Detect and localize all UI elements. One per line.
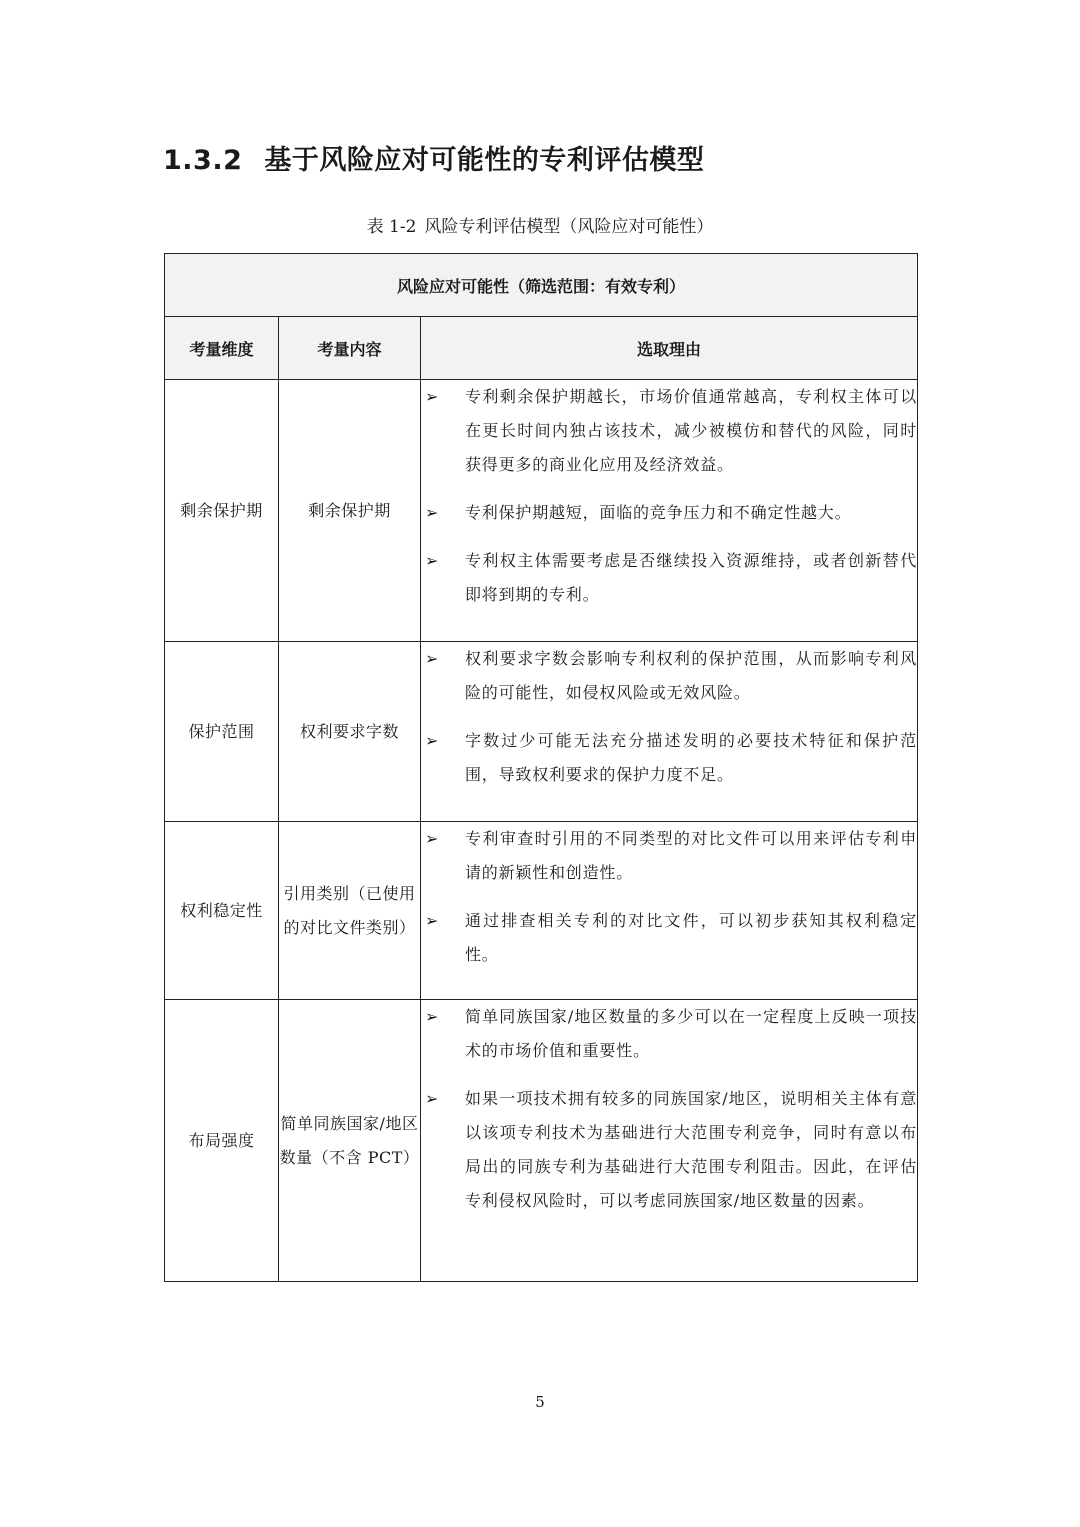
content-cell: 简单同族国家/地区数量（不含 PCT） xyxy=(279,1000,421,1282)
reason-item xyxy=(421,544,917,612)
arrow-bullet-icon: ➢ xyxy=(425,1007,439,1026)
reasons-cell xyxy=(421,1000,918,1282)
header-reason: 选取理由 xyxy=(421,317,918,380)
table-row xyxy=(165,1000,918,1282)
reason-text: 如果一项技术拥有较多的同族国家/地区，说明相关主体有意以该项专利技术为基础进行大范围专利竞争，同时有意以布局出的同族专利为基础进行大范围专利阻击。因此，在评估专利侵权风险时，可以考虑同族国家/地区数量的因素。 xyxy=(465,1089,918,1210)
table-title: 风险应对可能性（筛选范围：有效专利） xyxy=(165,254,918,317)
arrow-bullet-icon: ➢ xyxy=(425,1089,439,1108)
table-row xyxy=(165,642,918,822)
reason-text: 专利权主体需要考虑是否继续投入资源维持，或者创新替代即将到期的专利。 xyxy=(465,551,918,604)
reason-item xyxy=(421,380,917,482)
reason-text: 权利要求字数会影响专利权利的保护范围，从而影响专利风险的可能性，如侵权风险或无效风险。 xyxy=(465,649,918,702)
content-cell: 引用类别（已使用的对比文件类别） xyxy=(279,822,421,1000)
reason-item xyxy=(421,822,917,890)
reason-text: 专利剩余保护期越长，市场价值通常越高，专利权主体可以在更长时间内独占该技术，减少被模仿和替代的风险，同时获得更多的商业化应用及经济效益。 xyxy=(465,387,918,474)
arrow-bullet-icon: ➢ xyxy=(425,731,439,750)
dimension-cell: 剩余保护期 xyxy=(165,380,279,642)
table-caption xyxy=(0,212,1080,237)
reason-text: 专利审查时引用的不同类型的对比文件可以用来评估专利申请的新颖性和创造性。 xyxy=(465,829,918,882)
arrow-bullet-icon: ➢ xyxy=(425,649,439,668)
header-dimension: 考量维度 xyxy=(165,317,279,380)
reason-item xyxy=(421,496,917,530)
table-row xyxy=(165,822,918,1000)
content-cell: 剩余保护期 xyxy=(279,380,421,642)
arrow-bullet-icon: ➢ xyxy=(425,503,439,522)
reasons-cell xyxy=(421,642,918,822)
table-row xyxy=(165,380,918,642)
risk-assessment-table xyxy=(164,253,918,1282)
dimension-cell: 权利稳定性 xyxy=(165,822,279,1000)
arrow-bullet-icon: ➢ xyxy=(425,829,439,848)
reason-item xyxy=(421,724,917,792)
reason-text: 专利保护期越短，面临的竞争压力和不确定性越大。 xyxy=(465,503,852,522)
dimension-cell: 布局强度 xyxy=(165,1000,279,1282)
header-content: 考量内容 xyxy=(279,317,421,380)
reason-text: 字数过少可能无法充分描述发明的必要技术特征和保护范围，导致权利要求的保护力度不足。 xyxy=(465,731,918,784)
reasons-cell xyxy=(421,822,918,1000)
table-caption-title: 风险专利评估模型（风险应对可能性） xyxy=(424,217,714,237)
section-title: 基于风险应对可能性的专利评估模型 xyxy=(264,145,705,176)
reason-item xyxy=(421,1000,917,1068)
arrow-bullet-icon: ➢ xyxy=(425,911,439,930)
reason-text: 简单同族国家/地区数量的多少可以在一定程度上反映一项技术的市场价值和重要性。 xyxy=(465,1007,918,1060)
table-caption-number: 表 1-2 xyxy=(366,217,417,237)
table-header-row xyxy=(165,317,918,380)
page-number: 5 xyxy=(535,1393,545,1411)
reason-item xyxy=(421,642,917,710)
table-title-row xyxy=(165,254,918,317)
reasons-cell xyxy=(421,380,918,642)
section-number: 1.3.2 xyxy=(163,145,243,176)
content-cell: 权利要求字数 xyxy=(279,642,421,822)
arrow-bullet-icon: ➢ xyxy=(425,551,439,570)
reason-item xyxy=(421,904,917,972)
section-heading xyxy=(163,138,704,177)
arrow-bullet-icon: ➢ xyxy=(425,387,439,406)
dimension-cell: 保护范围 xyxy=(165,642,279,822)
reason-text: 通过排查相关专利的对比文件，可以初步获知其权利稳定性。 xyxy=(465,911,918,964)
reason-item xyxy=(421,1082,917,1218)
